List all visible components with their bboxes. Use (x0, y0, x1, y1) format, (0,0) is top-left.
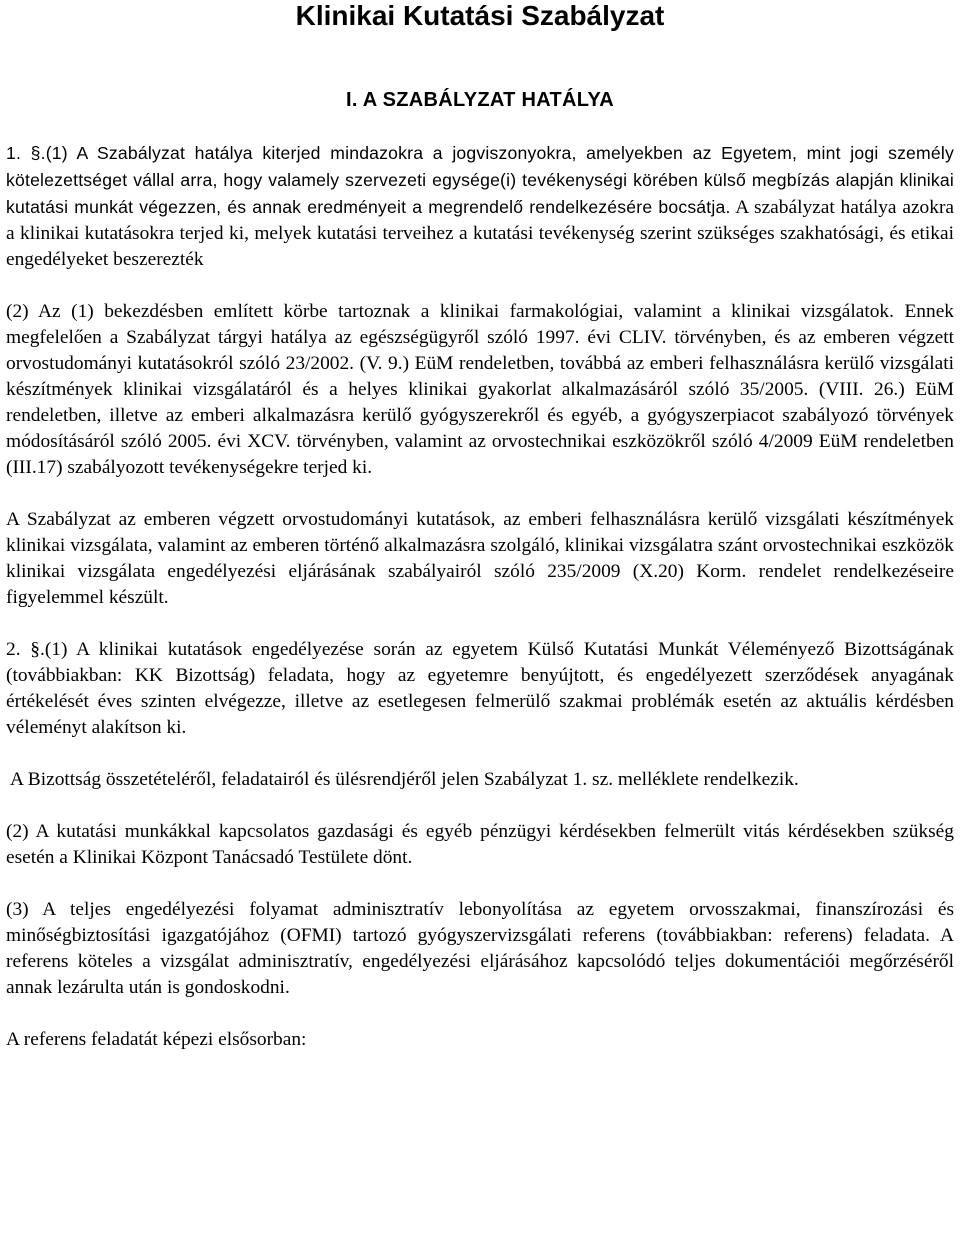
paragraph-7: (3) A teljes engedélyezési folyamat adminisztratív lebonyolítása az egyetem orvosszakmai, finanszírozási és minőségbiztosítási igazgatójához (OFMI) tartozó gyógyszervizsgálati referens (továbbiakban: referens) feladata. A referens köteles a vizsgálat adminisztratív, engedélyezési eljárásához kapcsolódó teljes dokumentációi megőrzéséről annak lezárulta után is gondoskodni. (6, 899, 954, 998)
paragraph-2: (2) Az (1) bekezdésben említett körbe tartoznak a klinikai farmakológiai, valamint a klinikai vizsgálatok. Ennek megfelelően a Szabályzat tárgyi hatálya az egészségügyről szóló 1997. évi CLIV. törvényben, és az emberen végzett orvostudományi kutatásokról szóló 23/2002. (V. 9.) EüM rendeletben, továbbá az emberi felhasználásra kerülő vizsgálati készítmények klinikai vizsgálatáról és a helyes klinikai gyakorlat alkalmazásáról szóló 35/2005. (VIII. 26.) EüM rendeletben, illetve az emberi alkalmazásra kerülő gyógyszerekről és egyéb, a gyógyszerpiacot szabályozó törvények módosításáról szóló 2005. évi XCV. törvényben, valamint az orvostechnikai eszközökről szóló 4/2009 EüM rendeletben (III.17) szabályozott tevékenységekre terjed ki. (6, 301, 954, 478)
paragraph-1-part-a: 1. §.(1) A Szabályzat hatálya kiterjed mindazokra a jogviszonyokra, amelyekben az Egyetem, mint jogi személy kötelezettséget vállal arra, hogy valamely szervezeti egysége(i) tevékenységi körében külső megbízás alapján klinikai kutatási munkát végezzen, és annak eredményeit a megrendelő rendelkezésére bocsátja. (6, 143, 954, 217)
section-heading: I. A SZABÁLYZAT HATÁLYA (345, 89, 615, 111)
paragraph-5: A Bizottság összetételéről, feladatairól és ülésrendjéről jelen Szabályzat 1. sz. melléklete rendelkezik. (10, 769, 799, 790)
paragraph-8: A referens feladatát képezi elsősorban: (6, 1029, 307, 1050)
paragraph-4: 2. §.(1) A klinikai kutatások engedélyezése során az egyetem Külső Kutatási Munkát Véleményező Bizottságának (továbbiakban: KK Bizottság) feladata, hogy az egyetemre benyújtott, és engedélyezett szerződések anyagának értékelését éves szinten elvégezze, illetve az esetlegesen felmerülő szakmai problémák esetén az aktuális kérdésben véleményt alakítson ki. (6, 639, 954, 738)
paragraph-1-part-b: A szabályzat hatálya azokra a klinikai kutatásokra terjed ki, melyek kutatási terveihez a kutatási tevékenység szerint szükséges szakhatósági, és etikai engedélyeket beszerezték (6, 197, 955, 270)
paragraph-6: (2) A kutatási munkákkal kapcsolatos gazdasági és egyéb pénzügyi kérdésekben felmerült vitás kérdésekben szükség esetén a Klinikai Központ Tanácsadó Testülete dönt. (6, 821, 954, 868)
paragraph-1 (6, 140, 954, 273)
document-title: Klinikai Kutatási Szabályzat (295, 0, 665, 31)
paragraph-3: A Szabályzat az emberen végzett orvostudományi kutatások, az emberi felhasználásra kerülő vizsgálati készítmények klinikai vizsgálata, valamint az emberen történő alkalmazásra szolgáló, klinikai vizsgálatra szánt orvostechnikai eszközök klinikai vizsgálata engedélyezési eljárásának szabályairól szóló 235/2009 (X.20) Korm. rendelet rendelkezéseire figyelemmel készült. (6, 509, 954, 608)
